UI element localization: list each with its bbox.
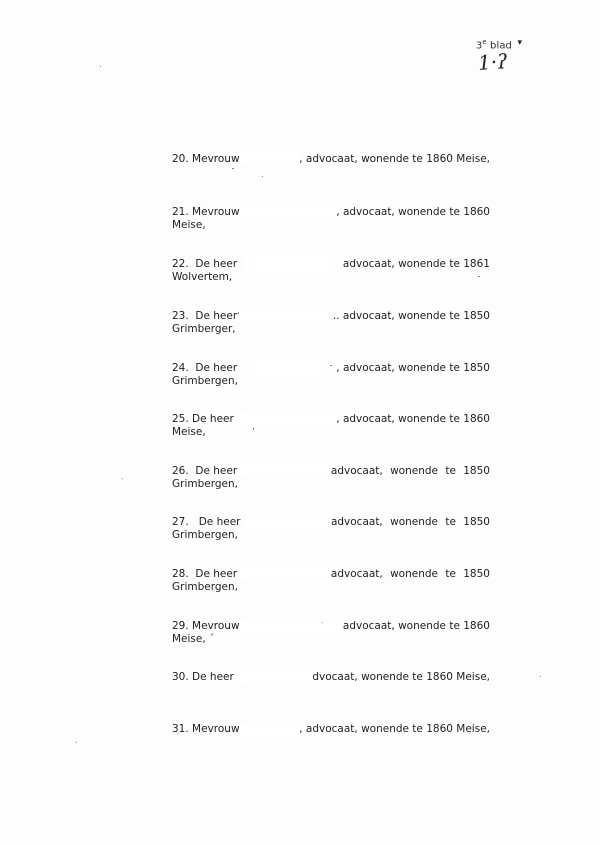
entry-number: 26. xyxy=(172,465,189,477)
entry-title: De heer xyxy=(195,465,238,477)
list-item xyxy=(172,516,490,542)
scan-speck xyxy=(478,276,480,277)
list-item xyxy=(172,723,490,736)
list-item xyxy=(172,671,490,684)
redacted-name xyxy=(240,310,330,322)
list-item xyxy=(172,568,490,594)
entry-line xyxy=(172,620,490,633)
redacted-name xyxy=(246,516,326,528)
entry-number: 22. xyxy=(172,258,189,270)
list-item xyxy=(172,153,490,166)
entry-details: , advocaat, wonende te 1850 xyxy=(336,362,490,374)
entry-number: 25. xyxy=(172,413,189,425)
entry-location: Grimbergen, xyxy=(172,478,238,490)
entry-title: De heer xyxy=(192,671,234,683)
entry-details: , advocaat, wonende te 1860 xyxy=(336,206,490,218)
entry-location: Grimbergen, xyxy=(172,581,238,593)
redacted-name xyxy=(240,723,300,735)
page-marker-number: 3 xyxy=(475,40,483,52)
entry-details: advocaat, wonende te 1860 xyxy=(342,620,490,632)
entry-number: 28. xyxy=(172,568,189,580)
redacted-name xyxy=(239,568,329,580)
entry-line xyxy=(172,258,490,271)
entry-title: De heer xyxy=(195,258,238,270)
entry-line xyxy=(172,153,490,166)
entry-title: De heer xyxy=(198,516,241,528)
entry-title: Mevrouw xyxy=(192,620,240,632)
scan-speck xyxy=(232,168,234,169)
entry-number: 27. xyxy=(172,516,189,528)
entry-details: advocaat, wonende te 1850 xyxy=(330,516,490,528)
list-item xyxy=(172,258,490,284)
entry-title: De heer xyxy=(195,568,238,580)
redaction-smudge xyxy=(250,160,360,760)
entry-details: , advocaat, wonende te 1860 xyxy=(336,413,490,425)
entry-location: Meise, xyxy=(172,426,206,438)
scan-speck xyxy=(322,622,323,623)
entry-line xyxy=(172,671,490,684)
entry-number: 31. xyxy=(172,723,189,735)
handwritten-annotation: 1·ʔ xyxy=(477,48,509,76)
entry-details: dvocaat, wonende te 1860 Meise, xyxy=(312,671,490,683)
scan-speck xyxy=(122,478,123,479)
entry-title: De heer xyxy=(195,310,238,322)
entry-details: advocaat, wonende te 1850 xyxy=(330,465,490,477)
entry-title: Mevrouw xyxy=(192,206,240,218)
entry-details: advocaat, wonende te 1850 xyxy=(330,568,490,580)
list-item xyxy=(172,310,490,336)
entry-line xyxy=(172,723,490,736)
entry-location: Grimberger, xyxy=(172,323,236,335)
scan-speck xyxy=(253,428,254,430)
entry-location: Meise, xyxy=(172,219,206,231)
entry-number: 20. xyxy=(172,153,189,165)
entry-line xyxy=(172,516,490,529)
entry-line xyxy=(172,206,490,219)
entry-line xyxy=(172,465,490,478)
redacted-name xyxy=(245,258,335,270)
entry-details: , advocaat, wonende te 1860 Meise, xyxy=(299,153,490,165)
page-marker-sup: e xyxy=(482,38,487,46)
page-marker-label: blad xyxy=(486,40,512,52)
corner-mark: ▾ xyxy=(517,38,522,48)
entry-number: 21. xyxy=(172,206,189,218)
entry-location: Grimbergen, xyxy=(172,375,238,387)
page-header xyxy=(452,38,522,76)
redacted-name xyxy=(241,620,341,632)
entry-title: De heer xyxy=(192,413,234,425)
list-item xyxy=(172,465,490,491)
scan-speck xyxy=(238,312,239,314)
redacted-name xyxy=(234,671,313,683)
entry-details: , advocaat, wonende te 1860 Meise, xyxy=(299,723,490,735)
entry-line xyxy=(172,310,490,323)
scan-speck xyxy=(262,176,263,177)
entry-title: Mevrouw xyxy=(192,723,240,735)
list-item xyxy=(172,206,490,232)
entry-line xyxy=(172,413,490,426)
entry-number: 24. xyxy=(172,362,189,374)
scan-speck xyxy=(76,742,77,743)
entry-details: advocaat, wonende te 1861 xyxy=(342,258,490,270)
entry-line xyxy=(172,568,490,581)
redacted-name xyxy=(240,206,337,218)
list-item xyxy=(172,620,490,646)
redacted-name xyxy=(235,413,335,425)
entry-title: Mevrouw xyxy=(192,153,240,165)
list-item xyxy=(172,413,490,439)
entry-title: De heer xyxy=(195,362,238,374)
entry-line xyxy=(172,362,490,375)
scan-speck xyxy=(100,66,101,67)
scan-speck xyxy=(330,365,332,366)
entry-location: Meise, ´ xyxy=(172,633,215,645)
redacted-name xyxy=(240,153,300,165)
entry-number: 29. xyxy=(172,620,189,632)
entry-details: .. advocaat, wonende te 1850 xyxy=(332,310,490,322)
entry-number: 23. xyxy=(172,310,189,322)
entry-location: Wolvertem, xyxy=(172,271,233,283)
entry-location: Grimbergen, xyxy=(172,529,238,541)
redacted-name xyxy=(247,362,327,374)
entry-number: 30. xyxy=(172,671,189,683)
scan-speck xyxy=(540,676,541,677)
redacted-name xyxy=(239,465,329,477)
